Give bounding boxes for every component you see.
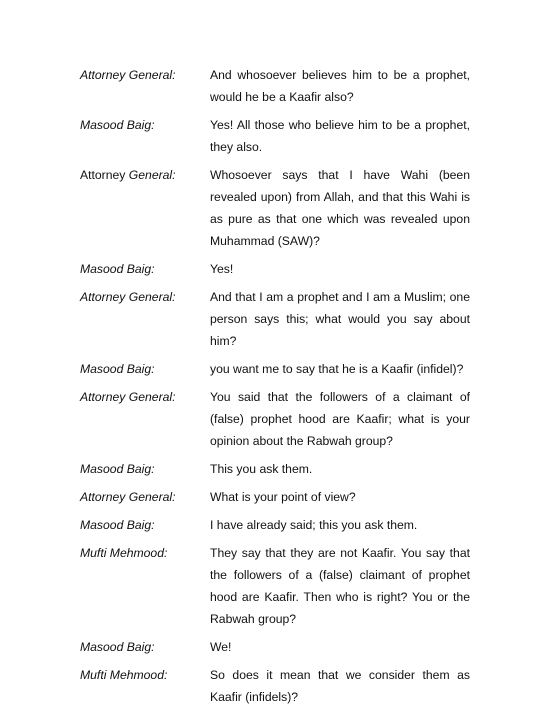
speech-text: Yes! <box>210 262 234 276</box>
speaker-name-suffix: General: <box>128 168 176 182</box>
speech-text: We! <box>210 640 232 654</box>
speaker-name: Masood Baig: <box>80 362 155 376</box>
speaker-name: Mufti Mehmood: <box>80 546 168 560</box>
transcript-entry <box>80 664 470 708</box>
speaker-name <box>80 164 210 186</box>
speaker-name: Masood Baig: <box>80 462 155 476</box>
transcript-entry <box>80 514 470 536</box>
speech-text: I have already said; this you ask them. <box>210 518 418 532</box>
speech-text: Yes! All those who believe him to be a prophet, they also. <box>210 118 470 154</box>
speech-text: And that I am a prophet and I am a Muslim; one person says this; what would you say about him? <box>210 290 470 348</box>
transcript-entry <box>80 164 470 252</box>
transcript-entry <box>80 114 470 158</box>
speaker-name: Attorney General: <box>80 68 176 82</box>
speech-text: Whosoever says that I have Wahi (been revealed upon) from Allah, and that this Wahi is as pure as that one which was revealed upon Muhammad (SAW)? <box>210 168 470 248</box>
transcript-entry <box>80 64 470 108</box>
transcript-entry <box>80 258 470 280</box>
speaker-name: Attorney General: <box>80 490 176 504</box>
transcript-entry <box>80 358 470 380</box>
speaker-name: Mufti Mehmood: <box>80 668 168 682</box>
transcript-entry <box>80 386 470 452</box>
speech-text: And whosoever believes him to be a prophet, would he be a Kaafir also? <box>210 68 470 104</box>
transcript-entry <box>80 458 470 480</box>
transcript-entry <box>80 286 470 352</box>
speech-text: So does it mean that we consider them as Kaafir (infidels)? <box>210 668 470 704</box>
transcript <box>80 64 470 714</box>
speaker-name: Masood Baig: <box>80 518 155 532</box>
transcript-entry <box>80 486 470 508</box>
speech-text: They say that they are not Kaafir. You say that the followers of a (false) claimant of prophet hood are Kaafir. Then who is right? You or the Rabwah group? <box>210 546 470 626</box>
speaker-name: Masood Baig: <box>80 640 155 654</box>
speech-text: you want me to say that he is a Kaafir (infidel)? <box>210 362 464 376</box>
speech-text: What is your point of view? <box>210 490 356 504</box>
transcript-entry <box>80 636 470 658</box>
speaker-name: Masood Baig: <box>80 118 155 132</box>
speaker-name: Attorney General: <box>80 290 176 304</box>
speaker-name: Masood Baig: <box>80 262 155 276</box>
transcript-entry <box>80 542 470 630</box>
speech-text: You said that the followers of a claimant of (false) prophet hood are Kaafir; what is your opinion about the Rabwah group? <box>210 390 470 448</box>
speech-text: This you ask them. <box>210 462 313 476</box>
speaker-name: Attorney General: <box>80 390 176 404</box>
speaker-name-prefix: Attorney <box>80 168 129 182</box>
